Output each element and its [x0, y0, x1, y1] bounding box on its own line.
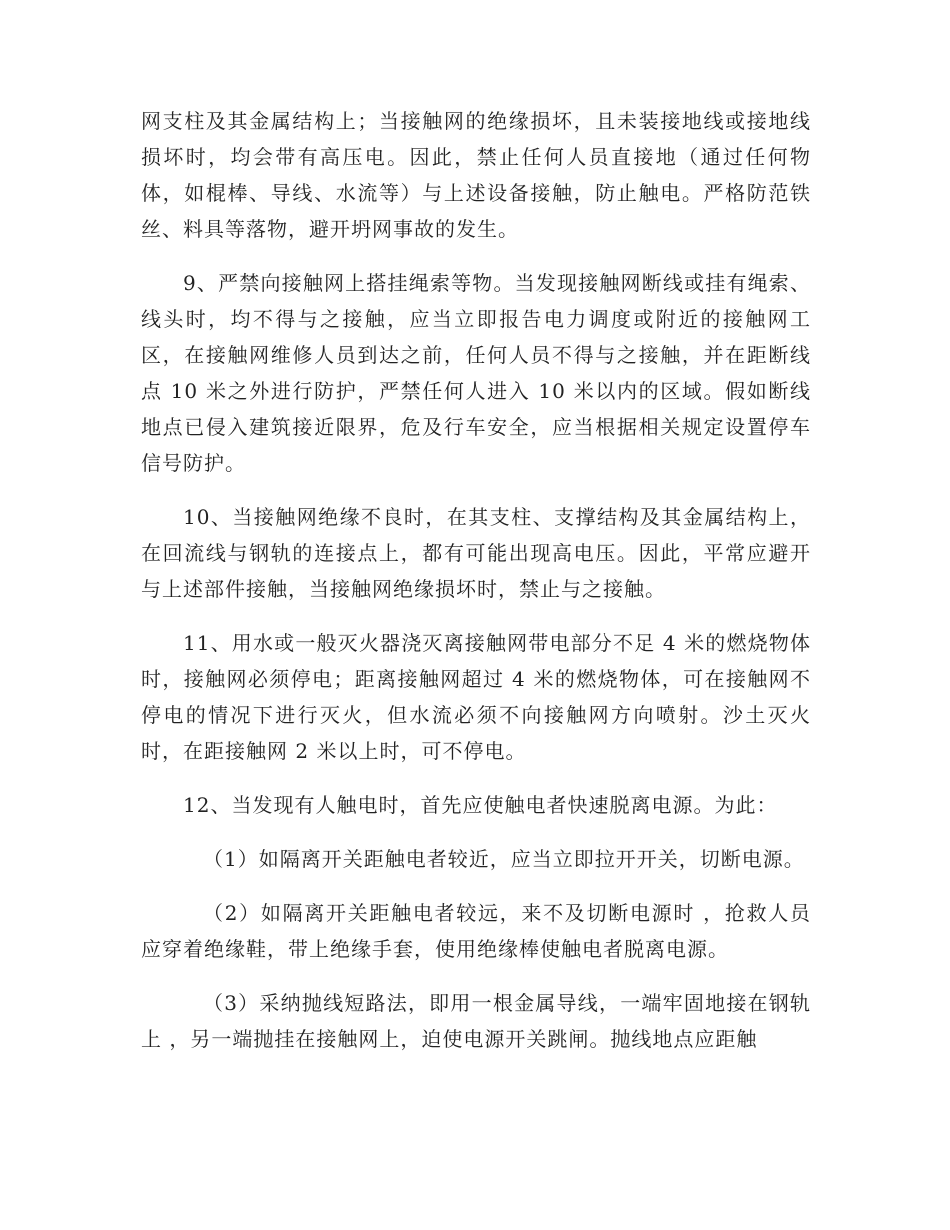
paragraph-item-12: 12、当发现有人触电时，首先应使触电者快速脱离电源。为此： — [183, 793, 778, 817]
paragraph-continuation: 网支柱及其金属结构上；当接触网的绝缘损坏，且未装接地线或接地线损坏时，均会带有高压电。因此，禁止任何人员直接地（通过任何物体，如棍棒、导线、水流等）与上述设备接触，防止触电。严格防范铁丝、料具等落物，避开坍网事故的发生。 — [141, 109, 811, 241]
paragraph-item-9: 9、严禁向接触网上搭挂绳索等物。当发现接触网断线或挂有绳索、线头时，均不得与之接触，应当立即报告电力调度或附近的接触网工区，在接触网维修人员到达之前，任何人员不得与之接触，并在距断线点 10 米之外进行防护，严禁任何人进入 10 米以内的区域。假如断线地点已侵入建筑接近限界，危及行车安全，应当根据相关规定设置停车信号防护。 — [141, 271, 811, 475]
paragraph-subitem-1: （1）如隔离开关距触电者较近，应当立即拉开开关，切断电源。 — [203, 847, 805, 871]
paragraph-item-11: 11、用水或一般灭火器浇灭离接触网带电部分不足 4 米的燃烧物体时，接触网必须停电；距离接触网超过 4 米的燃烧物体，可在接触网不停电的情况下进行灭火，但水流必须不向接触网方向喷射。沙土灭火时，在距接触网 2 米以上时，可不停电。 — [141, 631, 811, 763]
document-body — [141, 103, 811, 1075]
paragraph-subitem-3: （3）采纳抛线短路法，即用一根金属导线，一端牢固地接在钢轨上 ，另一端抛挂在接触网上，迫使电源开关跳闸。抛线地点应距触 — [141, 991, 811, 1051]
paragraph-subitem-2: （2）如隔离开关距触电者较远，来不及切断电源时 ，抢救人员应穿着绝缘鞋，带上绝缘手套，使用绝缘棒使触电者脱离电源。 — [141, 901, 811, 961]
paragraph-item-10: 10、当接触网绝缘不良时，在其支柱、支撑结构及其金属结构上，在回流线与钢轨的连接点上，都有可能出现高电压。因此，平常应避开与上述部件接触，当接触网绝缘损坏时，禁止与之接触。 — [141, 505, 811, 601]
